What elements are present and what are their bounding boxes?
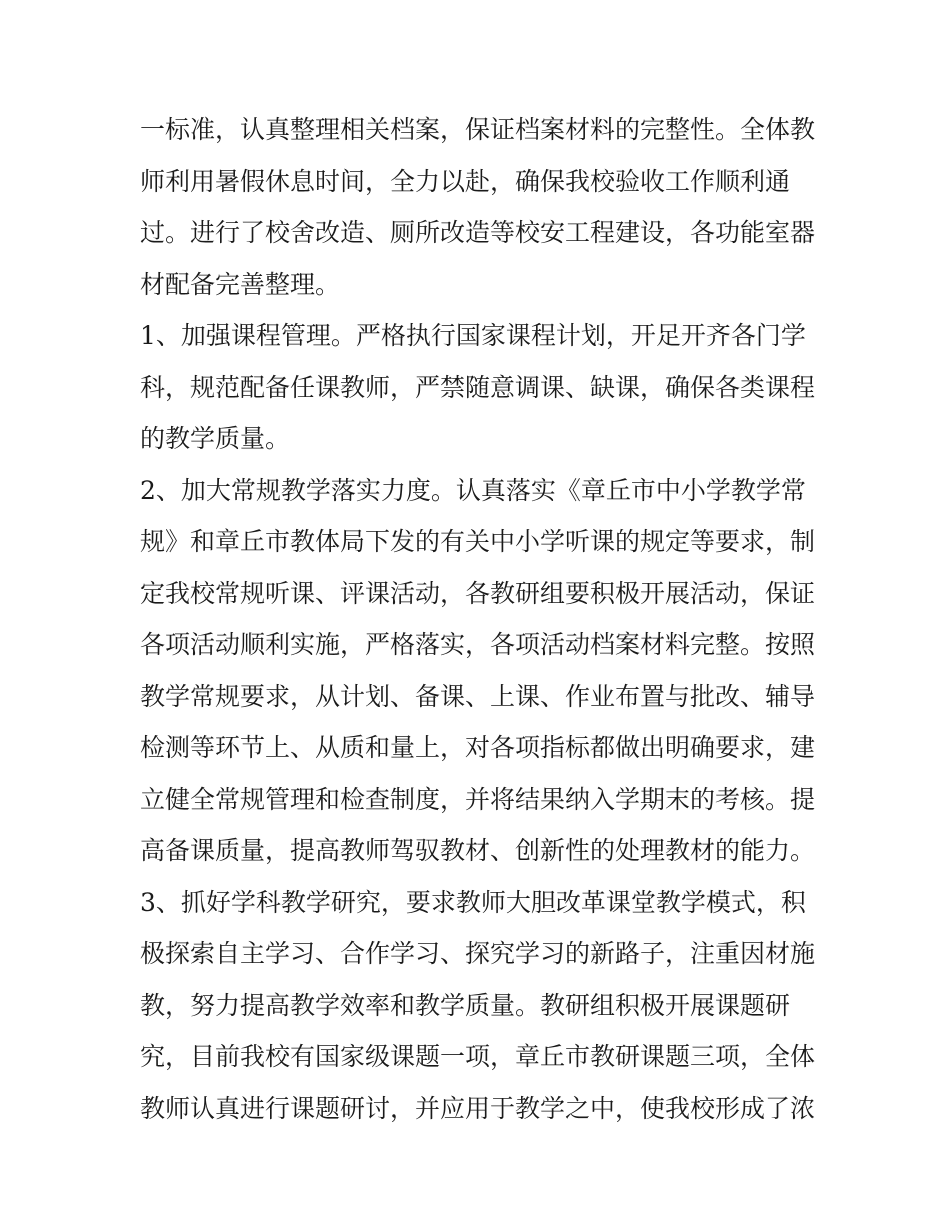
text-line: 高备课质量，提高教师驾驭教材、创新性的处理教材的能力。 xyxy=(140,836,816,865)
text-line: 一标准，认真整理相关档案，保证档案材料的完整性。全体教 xyxy=(140,115,816,144)
text-line: 教师认真进行课题研讨，并应用于教学之中，使我校形成了浓 xyxy=(140,1093,816,1123)
text-line: 3、抓好学科教学研究，要求教师大胆改革课堂教学模式，积 xyxy=(140,887,806,917)
text-line: 过。进行了校舍改造、厕所改造等校安工程建设，各功能室器 xyxy=(140,218,816,247)
text-line: 究，目前我校有国家级课题一项，章丘市教研课题三项，全体 xyxy=(140,1042,816,1071)
text-line: 教，努力提高教学效率和教学质量。教研组积极开展课题研 xyxy=(140,990,791,1020)
text-line: 各项活动顺利实施，严格落实，各项活动档案材料完整。按照 xyxy=(140,630,816,659)
text-line: 科，规范配备任课教师，严禁随意调课、缺课，确保各类课程 xyxy=(140,372,816,402)
text-line: 立健全常规管理和检查制度，并将结果纳入学期末的考核。提 xyxy=(140,784,816,814)
text-line: 材配备完善整理。 xyxy=(140,269,341,299)
text-line: 的教学质量。 xyxy=(140,424,291,453)
text-line: 教学常规要求，从计划、备课、上课、作业布置与批改、辅导 xyxy=(140,681,816,711)
text-line: 师利用暑假休息时间，全力以赴，确保我校验收工作顺利通 xyxy=(140,166,791,196)
document-body xyxy=(140,104,816,1134)
text-line: 检测等环节上、从质和量上，对各项指标都做出明确要求，建 xyxy=(140,733,816,762)
text-line: 规》和章丘市教体局下发的有关中小学听课的规定等要求，制 xyxy=(140,527,816,556)
text-line: 1、加强课程管理。严格执行国家课程计划，开足开齐各门学 xyxy=(140,321,806,350)
text-line: 2、加大常规教学落实力度。认真落实《章丘市中小学教学常 xyxy=(140,475,806,505)
text-line: 极探索自主学习、合作学习、探究学习的新路子，注重因材施 xyxy=(140,939,816,968)
text-line: 定我校常规听课、评课活动，各教研组要积极开展活动，保证 xyxy=(140,578,816,608)
